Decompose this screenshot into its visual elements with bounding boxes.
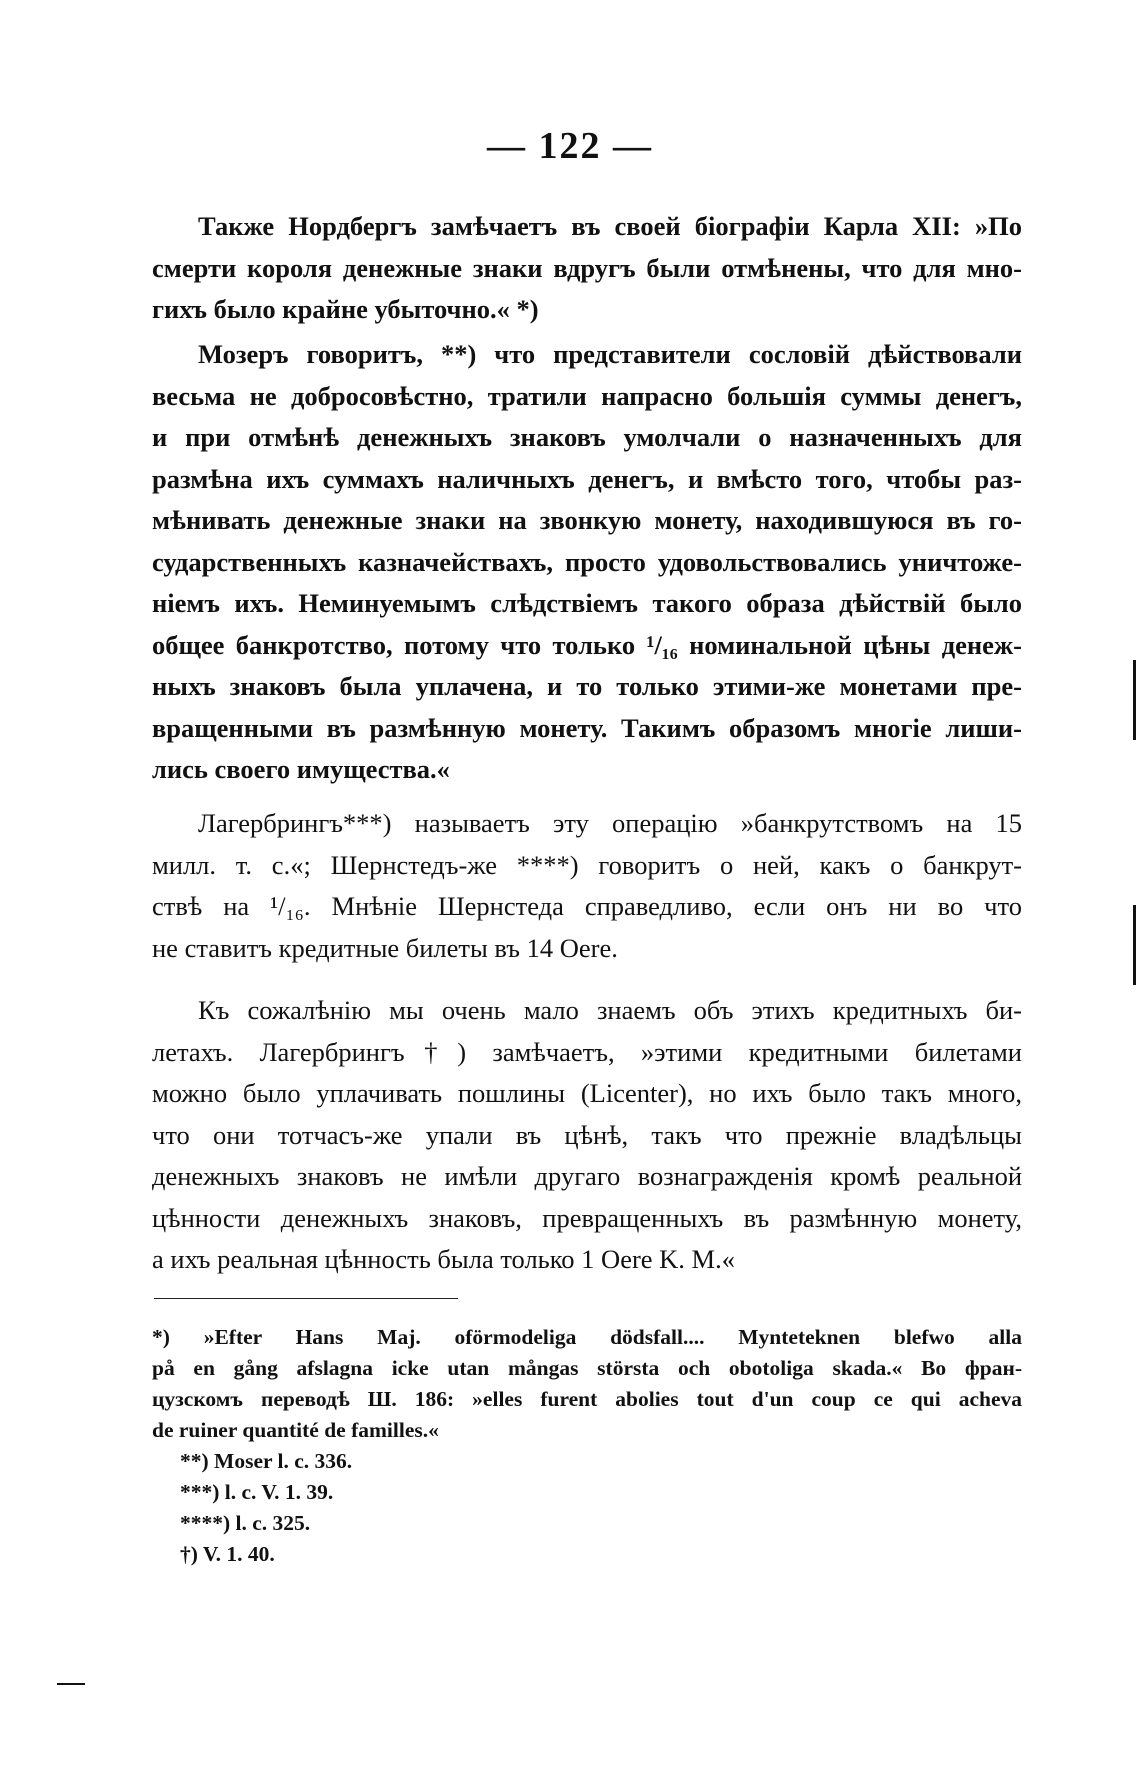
- footnote-separator: [154, 1298, 458, 1299]
- text-line: не ставитъ кредитные билеты въ 14 Oere.: [152, 932, 618, 963]
- text-line: весьма не добросовѣстно, тратили напрасно большія суммы денегъ,: [152, 380, 1022, 411]
- page-number: — 122 —: [487, 125, 653, 167]
- text-line: размѣна ихъ суммахъ наличныхъ денегъ, и вмѣсто того, чтобы раз-: [152, 463, 1022, 494]
- text-line: мѣнивать денежные знаки на звонкую монету, находившуюся въ го-: [152, 505, 1022, 535]
- footnote-line: *) »Efter Hans Maj. oförmodeliga dödsfall.... Mynteteknen blefwo alla: [152, 1325, 1022, 1349]
- text-line: ствѣ на ¹/₁₆. Мнѣніе Шернстеда справедливо, если онъ ни во что: [152, 891, 1022, 921]
- text-line: смерти короля денежные знаки вдругъ были отмѣнены, что для мно-: [152, 252, 1022, 283]
- footnote-v-1-40: †) V. 1. 40.: [180, 1542, 275, 1566]
- text-line: а ихъ реальная цѣнность была только 1 Oere K. M.«: [152, 1244, 735, 1274]
- footnote-line: цузскомъ переводѣ Ш. 186: »elles furent abolies tout d'un coup ce qui acheva: [152, 1387, 1022, 1411]
- text-line: сударственныхъ казначействахъ, просто удовольствовались уничтоже-: [152, 546, 1022, 577]
- text-line: милл. т. с.«; Шернстедъ-же ****) говоритъ о ней, какъ о банкрут-: [152, 849, 1022, 880]
- text-line: денежныхъ знаковъ не имѣли другаго вознагражденія кромѣ реальной: [152, 1161, 1022, 1191]
- footnote-lc-325: ****) l. c. 325.: [180, 1511, 311, 1535]
- text-line: что они тотчасъ-же упали въ цѣнѣ, такъ что прежніе владѣльцы: [152, 1119, 1022, 1150]
- text-line: Также Нордбергъ замѣчаетъ въ своей біографіи Карла XII: »По: [198, 211, 1022, 241]
- paragraph-moser: [152, 334, 1022, 791]
- text-line: лись своего имущества.«: [152, 754, 450, 784]
- scan-edge-mark: [1133, 660, 1136, 740]
- text-line: гихъ было крайне убыточно.« *): [152, 294, 539, 324]
- text-line: Мозеръ говоритъ, **) что представители сословій дѣйствовали: [198, 339, 1022, 369]
- text-line: ніемъ ихъ. Неминуемымъ слѣдствіемъ такого образа дѣйствій было: [152, 588, 1022, 618]
- text-line: можно было уплачивать пошлины (Licenter), но ихъ было такъ много,: [152, 1078, 1022, 1108]
- text-line: и при отмѣнѣ денежныхъ знаковъ умолчали о назначенныхъ для: [152, 422, 1022, 452]
- text-line: цѣнности денежныхъ знаковъ, превращенныхъ въ размѣнную монету,: [152, 1202, 1022, 1233]
- footnotes: [152, 1322, 1022, 1570]
- text-line: ныхъ знаковъ была уплачена, и то только этими-же монетами пре-: [152, 671, 1022, 701]
- text-line: Къ сожалѣнію мы очень мало знаемъ объ этихъ кредитныхъ би-: [198, 995, 1022, 1025]
- text-line: летахъ. Лагербрингъ†) замѣчаетъ, »этими кредитными билетами: [152, 1036, 1022, 1067]
- paragraph-nordberg: [152, 206, 1022, 331]
- paragraph-lagerbring: [152, 803, 1022, 969]
- text-line: общее банкротство, потому что только ¹/₁₆ номинальной цѣны денеж-: [152, 629, 1022, 660]
- scan-edge-mark: [57, 1683, 85, 1685]
- footnote-moser: **) Moser l. c. 336.: [180, 1449, 353, 1473]
- paragraph-credit-notes: [152, 990, 1022, 1281]
- text-line: вращенными въ размѣнную монету. Такимъ образомъ многіе лиши-: [152, 712, 1022, 743]
- scan-edge-mark: [1133, 905, 1136, 985]
- text-line: Лагербрингъ***) называетъ эту операцію »банкрутствомъ на 15: [198, 808, 1022, 838]
- footnote-line: på en gång afslagna icke utan mångas största och obotoliga skada.« Во фран-: [152, 1356, 1022, 1380]
- footnote-line: de ruiner quantité de familles.«: [152, 1418, 439, 1442]
- footnote-lc-v: ***) l. c. V. 1. 39.: [180, 1480, 334, 1504]
